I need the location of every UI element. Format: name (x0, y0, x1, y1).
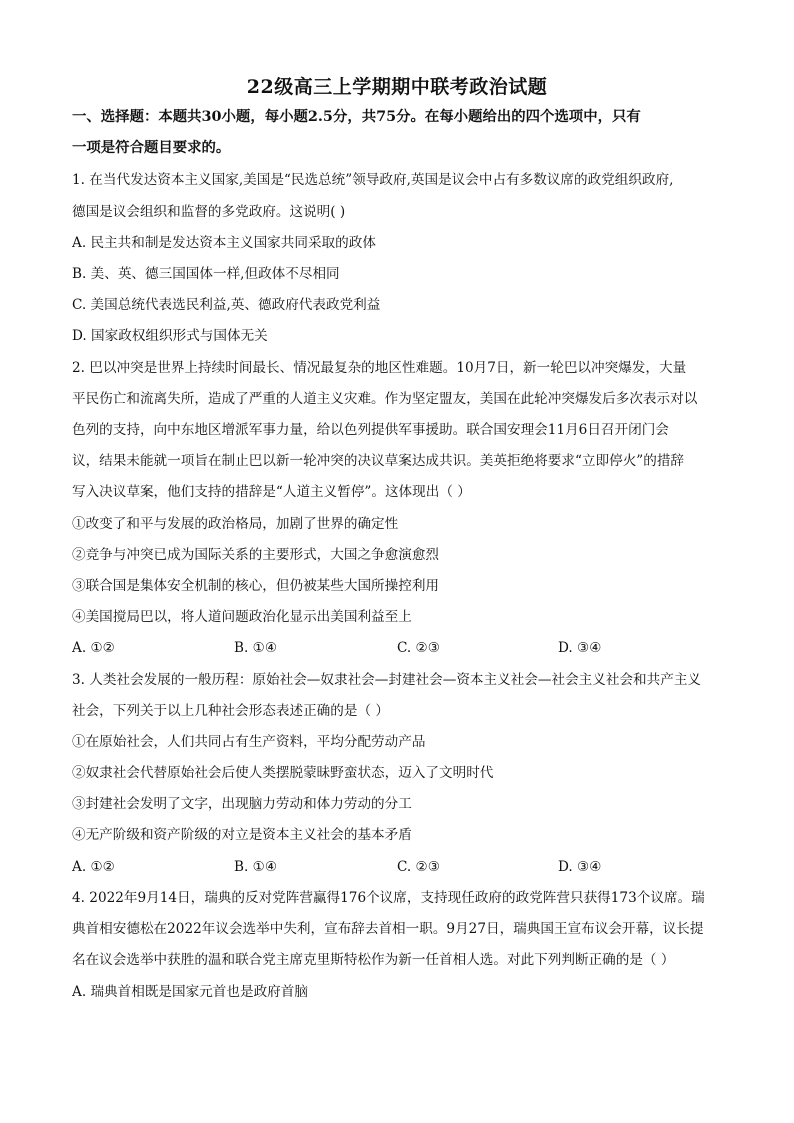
q2-option-d: D. ③④ (558, 640, 602, 656)
q2-statement-1: ①改变了和平与发展的政治格局，加剧了世界的确定性 (72, 516, 399, 532)
q4-stem-line1: 4. 2022年9月14日，瑞典的反对党阵营赢得176个议席，支持现任政府的政党阵营只获得173个议席。瑞 (72, 890, 705, 906)
q3-statement-1: ①在原始社会，人们共同占有生产资料，平均分配劳动产品 (72, 734, 426, 750)
q1-option-b: B. 美、英、德三国国体一样,但政体不尽相同 (72, 266, 340, 282)
q2-stem-line3: 色列的支持，向中东地区增派军事力量，给以色列提供军事援助。联合国安理会11月6日召开闭门会 (72, 422, 669, 438)
q3-option-d: D. ③④ (558, 859, 602, 875)
q3-stem-line1: 3. 人类社会发展的一般历程：原始社会—奴隶社会—封建社会—资本主义社会—社会主义社会和共产主义 (72, 672, 702, 688)
q3-option-b: B. ①④ (234, 859, 278, 875)
q2-stem-line2: 平民伤亡和流离失所，造成了严重的人道主义灾难。作为坚定盟友，美国在此轮冲突爆发后多次表示对以 (72, 391, 698, 407)
q1-stem-line1: 1. 在当代发达资本主义国家,美国是“民选总统”领导政府,英国是议会中占有多数议席的政党组织政府, (72, 172, 674, 188)
q3-stem-line2: 社会，下列关于以上几种社会形态表述正确的是（ ） (72, 703, 389, 719)
q2-statement-2: ②竞争与冲突已成为国际关系的主要形式，大国之争愈演愈烈 (72, 547, 440, 563)
q2-statement-4: ④美国搅局巴以，将人道问题政治化显示出美国利益至上 (72, 609, 412, 625)
q3-statement-3: ③封建社会发明了文字，出现脑力劳动和体力劳动的分工 (72, 796, 412, 812)
section-instructions-line1: 一、选择题：本题共30小题，每小题2.5分，共75分。在每小题给出的四个选项中，只有 (72, 108, 641, 125)
page-title: 22级高三上学期期中联考政治试题 (246, 76, 548, 98)
q1-option-d: D. 国家政权组织形式与国体无关 (72, 328, 268, 344)
q2-stem-line4: 议，结果未能就一项旨在制止巴以新一轮冲突的决议草案达成共识。美英拒绝将要求“立即停火”的措辞 (72, 453, 685, 469)
q2-stem-line1: 2. 巴以冲突是世界上持续时间最长、情况最复杂的地区性难题。10月7日，新一轮巴以冲突爆发，大量 (72, 360, 687, 376)
q2-option-b: B. ①④ (234, 640, 278, 656)
section-instructions-line2: 一项是符合题目要求的。 (72, 139, 231, 156)
q3-statement-4: ④无产阶级和资产阶级的对立是资本主义社会的基本矛盾 (72, 827, 412, 843)
q2-option-c: C. ②③ (397, 640, 440, 656)
q3-statement-2: ②奴隶社会代替原始社会后使人类摆脱蒙昧野蛮状态，迈入了文明时代 (72, 765, 494, 781)
q2-stem-line5: 写入决议草案，他们支持的措辞是“人道主义暂停”。这体现出（ ） (72, 484, 471, 500)
q1-option-a: A. 民主共和制是发达资本主义国家共同采取的政体 (72, 235, 376, 251)
q3-option-a: A. ①② (72, 859, 115, 875)
q3-option-c: C. ②③ (397, 859, 440, 875)
q4-option-a: A. 瑞典首相既是国家元首也是政府首脑 (72, 984, 308, 1000)
q4-stem-line2: 典首相安德松在2022年议会选举中失利，宣布辞去首相一职。9月27日，瑞典国王宣布议会开幕，议长提 (72, 921, 704, 937)
q1-option-c: C. 美国总统代表选民利益,英、德政府代表政党利益 (72, 297, 381, 313)
q1-stem-line2: 德国是议会组织和监督的多党政府。这说明( ) (72, 204, 346, 220)
q2-statement-3: ③联合国是集体安全机制的核心，但仍被某些大国所操控利用 (72, 578, 440, 594)
q4-stem-line3: 名在议会选举中获胜的温和联合党主席克里斯特松作为新一任首相人选。对此下列判断正确的是（ ） (72, 952, 675, 968)
q2-option-a: A. ①② (72, 640, 115, 656)
